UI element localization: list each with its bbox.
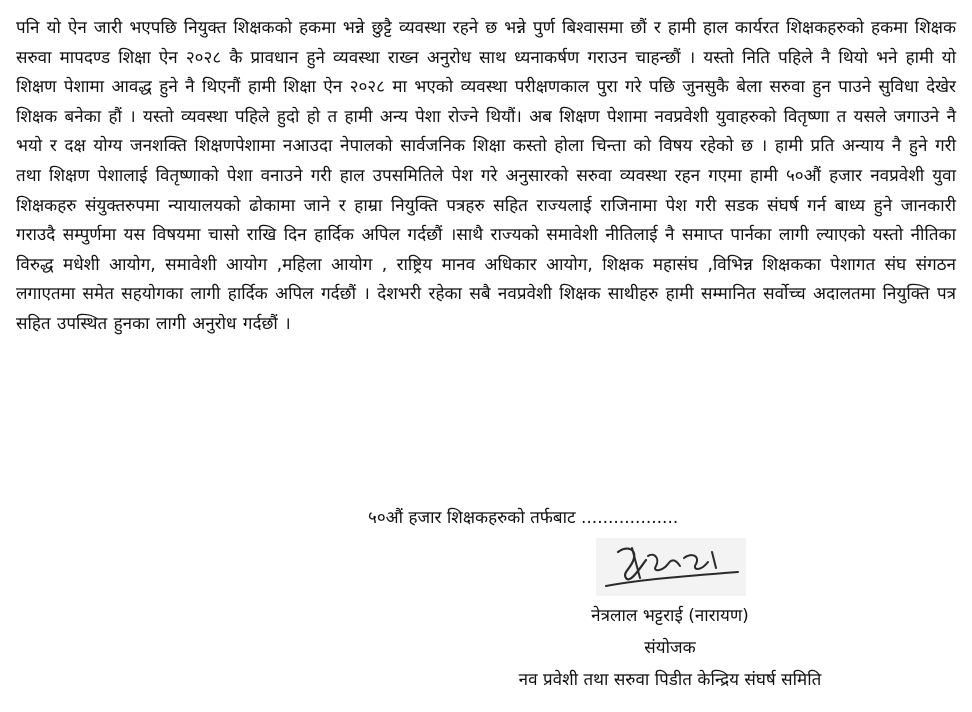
letter-document bbox=[16, 14, 956, 340]
signature-image bbox=[596, 538, 746, 596]
signature-block bbox=[470, 600, 870, 696]
signature-scribble bbox=[596, 538, 746, 596]
signatory-role: संयोजक bbox=[644, 638, 696, 658]
letter-body: पनि यो ऐन जारी भएपछि नियुक्त शिक्षकको हकमा भन्ने छुट्टै व्यवस्था रहने छ भन्ने पुर्ण बिश्वासमा छौं र हामी हाल कार्यरत शिक्षकहरुको हकमा शिक्षक सरुवा मापदण्ड शिक्षा ऐन २०२८ कै प्रावधान हुने व्यवस्था राख्न अनुरोध साथ ध्यनाकर्षण गराउन चाहन्छौं । यस्तो निति पहिले नै थियो भने हामी यो शिक्षण पेशामा आवद्ध हुने नै थिएनौं हामी शिक्षा ऐन २०२८ मा भएको व्यवस्था परीक्षणकाल पुरा गरे पछि जुनसुकै बेला सरुवा हुन पाउने सुविधा देखेर शिक्षक बनेका हौं । यस्तो व्यवस्था पहिले हुदो हो त हामी अन्य पेशा रोज्ने थियौं। अब शिक्षण पेशामा नवप्रवेशी युवाहरुको वितृष्णा त यसले जगाउने नै भयो र दक्ष योग्य जनशक्ति शिक्षणपेशामा नआउदा नेपालको सार्वजनिक शिक्षा कस्तो होला चिन्ता को विषय रहेको छ । हामी प्रति अन्याय नै हुने गरी तथा शिक्षण पेशालाई वितृष्णाको पेशा वनाउने गरी हाल उपसमितिले पेश गरे अनुसारको सरुवा व्यवस्था रहन गएमा हामी ५०औं हजार नवप्रवेशी युवा शिक्षकहरु संयुक्तरुपमा न्यायालयको ढोकामा जाने र हाम्रा नियुक्ति पत्रहरु सहित राज्यलाई राजिनामा पेश गरी सडक संघर्ष गर्न बाध्य हुने जानकारी गराउदै सम्पुर्णमा यस विषयमा चासो राखि दिन हार्दिक अपिल गर्दछौं ।साथै राज्यको समावेशी नीतिलाई नै समाप्त पार्नका लागी ल्याएको यस्तो नीतिका विरुद्ध मधेशी आयोग, समावेशी आयोग ,महिला आयोग , राष्ट्रिय मानव अधिकार आयोग, शिक्षक महासंघ ,विभिन्न शिक्षकका पेशागत संघ संगठन लगाएतमा समेत सहयोगका लागी हार्दिक अपिल गर्दछौं । देशभरी रहेका सबै नवप्रवेशी शिक्षक साथीहरु हामी सम्मानित सर्वोच्च अदालतमा नियुक्ति पत्र सहित उपस्थित हुनका लागी अनुरोध गर्दछौं । bbox=[16, 18, 956, 334]
from-line: ५०औं हजार शिक्षकहरुको तर्फबाट .................. bbox=[368, 508, 679, 528]
organization-name: नव प्रवेशी तथा सरुवा पिडीत केन्द्रिय संघर्ष समिति bbox=[518, 670, 822, 690]
signatory-name: नेत्रलाल भट्टराई (नारायण) bbox=[591, 606, 749, 626]
